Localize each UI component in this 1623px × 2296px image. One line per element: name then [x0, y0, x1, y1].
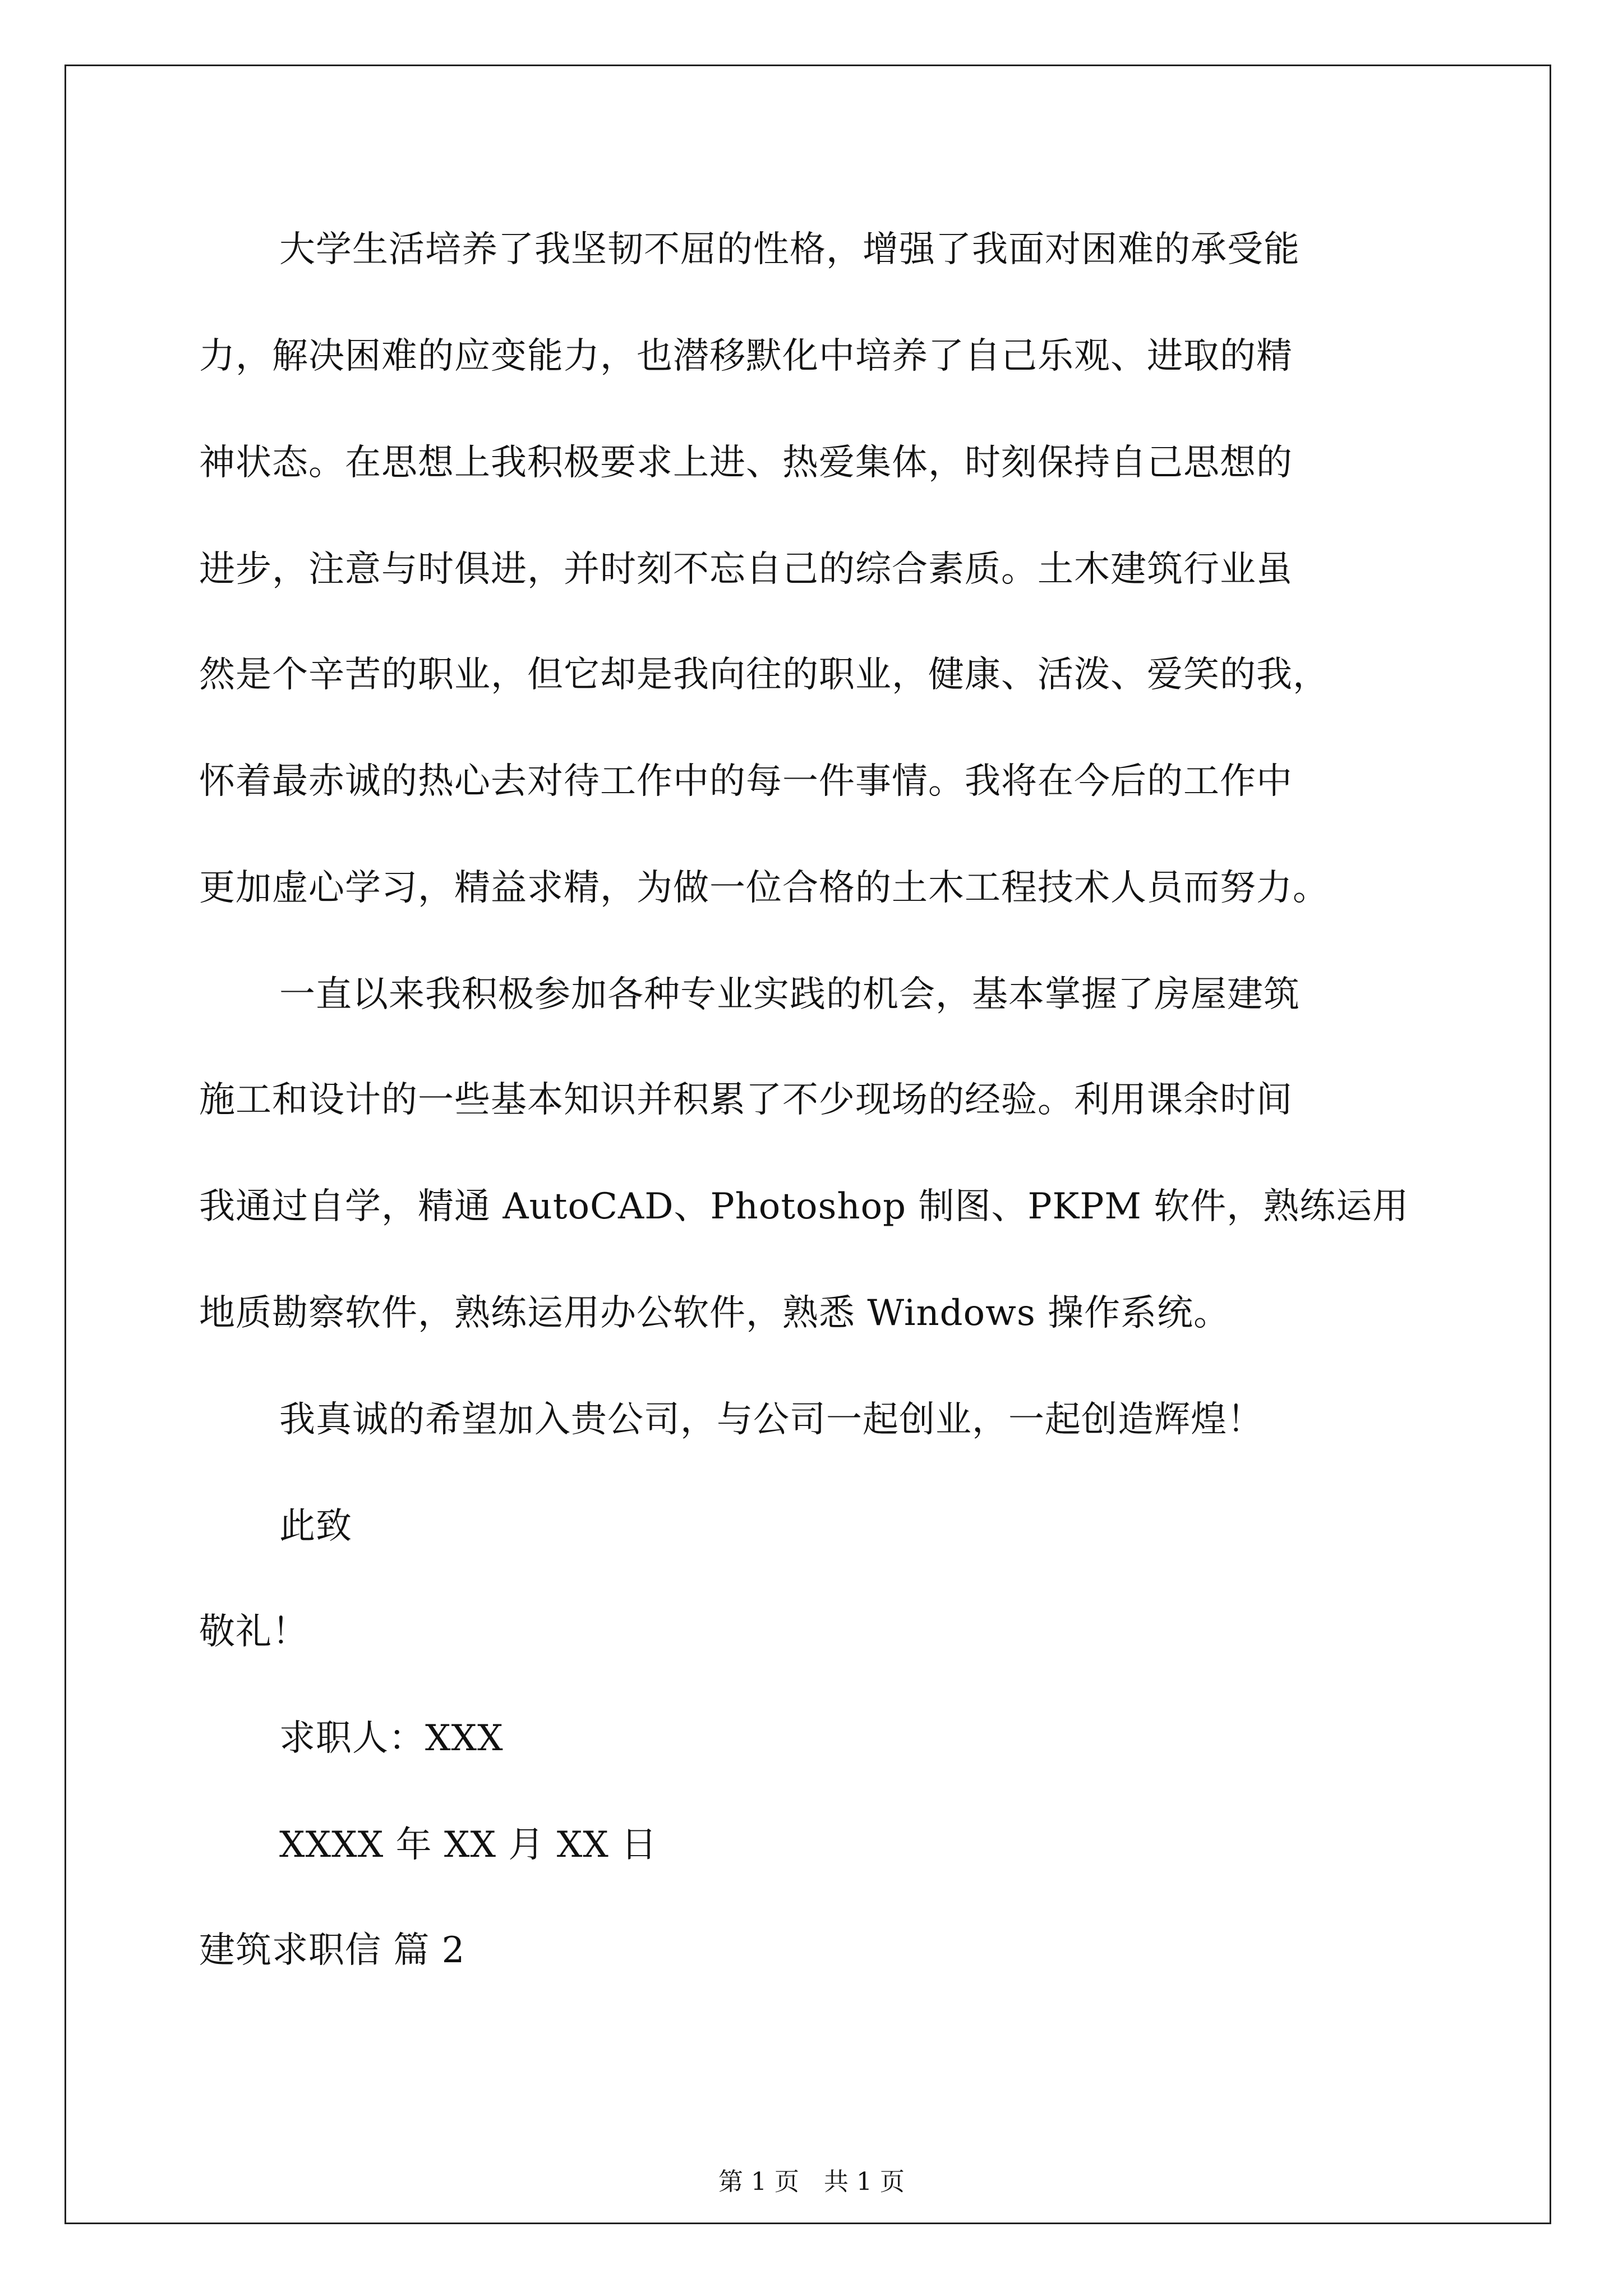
- paragraph-2-line-4: 地质勘察软件，熟练运用办公软件，熟悉 Windows 操作系统。: [199, 1292, 1230, 1334]
- paragraph-2-line-2: 施工和设计的一些基本知识并积累了不少现场的经验。利用课余时间: [199, 1079, 1293, 1121]
- paragraph-1-line-7: 更加虚心学习，精益求精，为做一位合格的土木工程技术人员而努力。: [199, 867, 1329, 909]
- paragraph-1-line-2: 力，解决困难的应变能力，也潜移默化中培养了自己乐观、进取的精: [199, 335, 1293, 377]
- closing-paragraph: 我真诚的希望加入贵公司，与公司一起创业，一起创造辉煌！: [279, 1399, 1264, 1441]
- paragraph-1-line-1: 大学生活培养了我坚韧不屈的性格，增强了我面对困难的承受能: [279, 229, 1300, 270]
- paragraph-1-line-6: 怀着最赤诚的热心去对待工作中的每一件事情。我将在今后的工作中: [199, 761, 1293, 802]
- paragraph-2-line-3: 我通过自学，精通 AutoCAD、Photoshop 制图、PKPM 软件，熟练运用: [199, 1186, 1409, 1227]
- letter-date: XXXX 年 XX 月 XX 日: [279, 1824, 658, 1866]
- applicant-name: 求职人：XXX: [279, 1718, 504, 1759]
- salutation-jingli: 敬礼！: [199, 1611, 308, 1653]
- page-footer: 第 1 页 共 1 页: [718, 2168, 905, 2196]
- section-heading: 建筑求职信 篇 2: [199, 1930, 465, 1971]
- paragraph-1-line-5: 然是个辛苦的职业，但它却是我向往的职业，健康、活泼、爱笑的我，: [199, 654, 1329, 696]
- salutation-cizhi: 此致: [279, 1506, 352, 1547]
- page-border: [64, 65, 1551, 2224]
- paragraph-1-line-4: 进步，注意与时俱进，并时刻不忘自己的综合素质。土木建筑行业虽: [199, 549, 1293, 590]
- paragraph-2-line-1: 一直以来我积极参加各种专业实践的机会，基本掌握了房屋建筑: [279, 974, 1300, 1015]
- paragraph-1-line-3: 神状态。在思想上我积极要求上进、热爱集体，时刻保持自己思想的: [199, 442, 1293, 484]
